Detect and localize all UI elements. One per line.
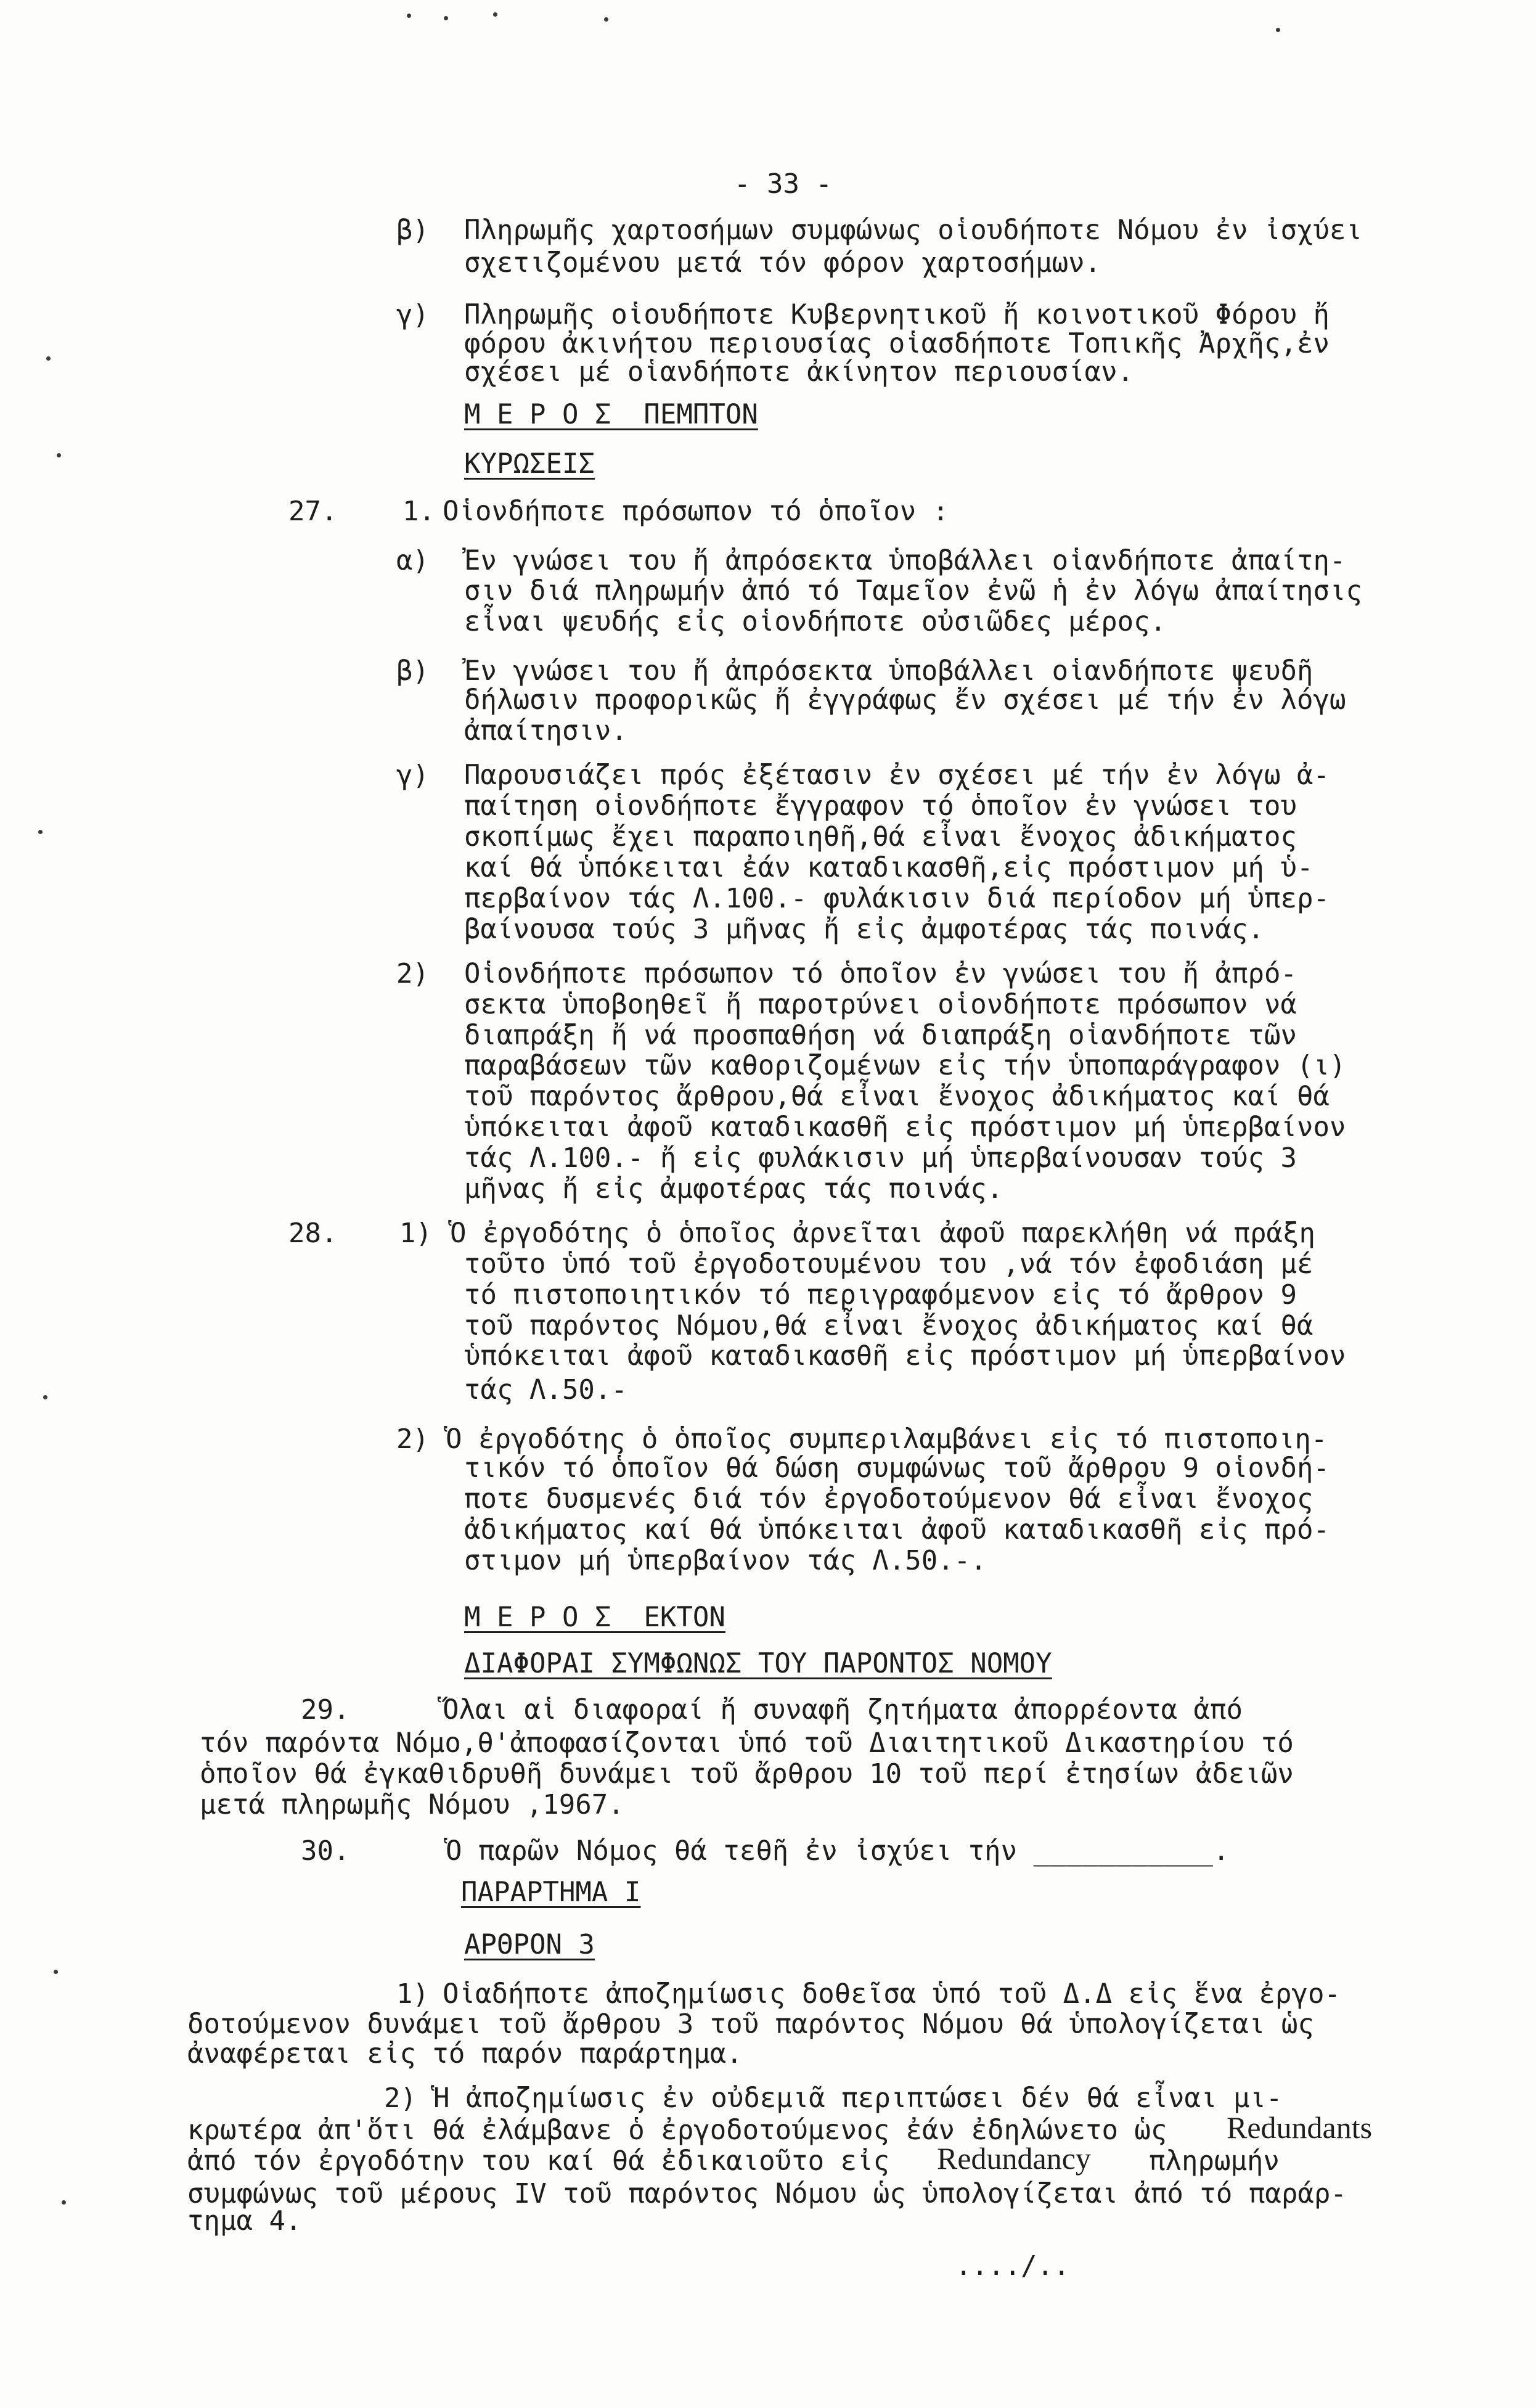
section-heading: ΚΥΡΩΣΕΙΣ — [464, 448, 595, 480]
text-line: Ἐν γνώσει του ἤ ἀπρόσεκτα ὑποβάλλει οἱανδήποτε ἀπαίτη- — [464, 545, 1346, 576]
text-line: εἶναι ψευδής εἰς οἱονδήποτε οὐσιῶδες μέρος. — [464, 606, 1167, 637]
text-line: Πληρωμῆς οἱουδήποτε Κυβερνητικοῦ ἤ κοινοτικοῦ Φόρου ἤ — [464, 299, 1330, 330]
text-line: καί θά ὑπόκειται ἐάν καταδικασθῆ,εἰς πρόστιμον μή ὑ- — [464, 852, 1313, 883]
clause-label: 2) — [384, 2082, 417, 2114]
text-line: ὑπόκειται ἀφοῦ καταδικασθῆ εἰς πρόστιμον μή ὑπερβαίνον — [464, 1112, 1346, 1143]
text-line: δήλωσιν προφορικῶς ἤ ἐγγράφως ἔν σχέσει μέ τήν ἐν λόγω — [464, 684, 1346, 716]
article-number: 28. — [288, 1218, 338, 1249]
clause-label: 1) — [399, 1218, 432, 1249]
text-line: τοῦ παρόντος ἄρθρου,θά εἶναι ἔνοχος ἀδικήματος καί θά — [464, 1081, 1330, 1112]
text-line: τάς Λ.100.- ἤ εἰς φυλάκισιν μή ὑπερβαίνουσαν τούς 3 — [464, 1142, 1297, 1174]
english-term: Redundancy — [937, 2141, 1091, 2176]
text-line: παραβάσεων τῶν καθοριζομένων εἰς τήν ὑποπαράγραφον (ι) — [464, 1050, 1346, 1081]
text-line: ἀπαίτησιν. — [464, 715, 627, 747]
text-line: Οἱονδήποτε πρόσωπον τό ὁποῖον : — [443, 496, 949, 527]
scan-speck — [54, 1970, 58, 1974]
text-line: ἀδικήματος καί θά ὑπόκειται ἀφοῦ καταδικασθῆ εἰς πρό- — [464, 1514, 1330, 1546]
text-line: βαίνουσα τούς 3 μῆνας ἤ εἰς ἀμφοτέρας τάς ποινάς. — [464, 914, 1265, 945]
text-line: τοῦ παρόντος Νόμου,θά εἶναι ἔνοχος ἀδικήματος καί θά — [464, 1310, 1313, 1341]
text-line: ἀπό τόν ἐργοδότην του καί θά ἐδικαιοῦτο εἰς — [187, 2145, 890, 2177]
text-line: Ὅλαι αἱ διαφοραί ἤ συναφῆ ζητήματα ἀπορρέοντα ἀπό — [443, 1694, 1243, 1726]
text-line: διαπράξη ἤ νά προσπαθήση νά διαπράξη οἱανδήποτε τῶν — [464, 1020, 1297, 1051]
clause-label: β) — [396, 655, 429, 687]
text-line: μῆνας ἤ εἰς ἀμφοτέρας τάς ποινάς. — [464, 1173, 1003, 1205]
annex-title: ΠΑΡΑΡΤΗΜΑ Ι — [461, 1877, 641, 1908]
scan-speck — [43, 1395, 47, 1399]
text-line: σκοπίμως ἔχει παραποιηθῆ,θά εἶναι ἔνοχος ἀδικήματος — [464, 821, 1297, 853]
text-line: Οἱονδήποτε πρόσωπον τό ὁποῖον ἐν γνώσει του ἤ ἀπρό- — [464, 958, 1297, 989]
article-number: 27. — [288, 496, 338, 527]
clause-label: γ) — [396, 299, 429, 330]
text-line: Πληρωμῆς χαρτοσήμων συμφώνως οἱουδήποτε Νόμου ἐν ἰσχύει — [464, 215, 1362, 246]
article-number: 29. — [301, 1694, 350, 1726]
clause-label: α) — [396, 545, 429, 576]
text-line: σιν διά πληρωμήν ἀπό τό Ταμεῖον ἐνῶ ἡ ἐν λόγω ἀπαίτησις — [464, 575, 1362, 607]
scan-speck — [38, 830, 43, 834]
text-line: τάς Λ.50.- — [464, 1374, 627, 1406]
part-heading: Μ Ε Ρ Ο Σ ΠΕΜΠΤΟΝ — [464, 399, 758, 430]
text-line: ποτε δυσμενές διά τόν ἐργοδοτούμενον θά εἶναι ἔνοχος — [464, 1483, 1313, 1515]
continuation-mark: ..../.. — [955, 2250, 1070, 2282]
text-line: σχετιζομένου μετά τόν φόρον χαρτοσήμων. — [464, 247, 1101, 279]
text-line: ὑπόκειται ἀφοῦ καταδικασθῆ εἰς πρόστιμον μή ὑπερβαίνον — [464, 1340, 1346, 1372]
scan-speck — [62, 2200, 66, 2205]
annex-article-heading: ΑΡΘΡΟΝ 3 — [464, 1929, 595, 1960]
page-number: - 33 - — [734, 168, 832, 200]
text-line: τοῦτο ὑπό τοῦ ἐργοδοτουμένου του ,νά τόν ἐφοδιάση μέ — [464, 1248, 1313, 1280]
text-line: παίτηση οἱονδήποτε ἔγγραφον τό ὁποῖον ἐν γνώσει του — [464, 790, 1297, 822]
text-line: Ὁ παρῶν Νόμος θά τεθῆ ἐν ἰσχύει τήν ___________. — [446, 1835, 1230, 1867]
text-line: τημα 4. — [187, 2205, 302, 2237]
text-line: Ἐν γνώσει του ἤ ἀπρόσεκτα ὑποβάλλει οἱανδήποτε ψευδῆ — [464, 655, 1313, 687]
scan-speck — [604, 17, 608, 22]
scan-speck — [493, 12, 497, 17]
part-heading: Μ Ε Ρ Ο Σ ΕΚΤΟΝ — [464, 1602, 725, 1633]
scan-speck — [57, 453, 61, 457]
text-line: ἀναφέρεται εἰς τό παρόν παράρτημα. — [187, 2038, 743, 2070]
text-line: Οἱαδήποτε ἀποζημίωσις δοθεῖσα ὑπό τοῦ Δ.Δ εἰς ἕνα ἐργο- — [443, 1978, 1341, 2010]
text-line: στιμον μή ὑπερβαίνον τάς Λ.50.-. — [464, 1545, 987, 1576]
text-line: ὁποῖον θά ἐγκαθιδρυθῆ δυνάμει τοῦ ἄρθρου 10 τοῦ περί ἐτησίων ἀδειῶν — [200, 1758, 1294, 1790]
text-line: πληρωμήν — [1149, 2145, 1280, 2177]
text-line: περβαίνον τάς Λ.100.- φυλάκισιν διά περίοδον μή ὑπερ- — [464, 883, 1330, 914]
text-line: τόν παρόντα Νόμο,θ'ἀποφασίζονται ὑπό τοῦ Διαιτητικοῦ Δικαστηρίου τό — [200, 1727, 1294, 1759]
text-line: φόρου ἀκινήτου περιουσίας οἱασδήποτε Τοπικῆς Ἀρχῆς,ἐν — [464, 328, 1330, 359]
text-line: δοτούμενον δυνάμει τοῦ ἄρθρου 3 τοῦ παρόντος Νόμου θά ὑπολογίζεται ὡς — [187, 2009, 1314, 2040]
scan-speck — [444, 16, 448, 20]
scan-speck — [407, 14, 411, 18]
clause-label: 2) — [396, 1423, 429, 1455]
clause-label: β) — [396, 215, 429, 246]
text-line: Ὁ ἐργοδότης ὁ ὁποῖος ἀρνεῖται ἀφοῦ παρεκλήθη νά πράξη — [450, 1218, 1315, 1249]
section-heading: ΔΙΑΦΟΡΑΙ ΣΥΜΦΩΝΩΣ ΤΟΥ ΠΑΡΟΝΤΟΣ ΝΟΜΟΥ — [464, 1648, 1052, 1679]
text-line: συμφώνως τοῦ μέρους IV τοῦ παρόντος Νόμου ὡς ὑπολογίζεται ἀπό τό παράρ- — [187, 2178, 1347, 2209]
english-term: Redundants — [1227, 2110, 1373, 2145]
clause-label: 1) — [396, 1978, 429, 2010]
text-line: Παρουσιάζει πρός ἐξέτασιν ἐν σχέσει μέ τήν ἐν λόγω ἀ- — [464, 760, 1330, 791]
clause-label: 2) — [396, 958, 429, 989]
text-line: μετά πληρωμῆς Νόμου ,1967. — [200, 1789, 624, 1820]
text-line: τικόν τό ὁποῖον θά δώση συμφώνως τοῦ ἄρθρου 9 οἱονδή- — [464, 1452, 1330, 1484]
scan-speck — [1276, 28, 1280, 32]
scan-speck — [46, 356, 51, 361]
text-line: κρωτέρα ἀπ'ὅτι θά ἐλάμβανε ὁ ἐργοδοτούμενος ἐάν ἐδηλώνετο ὡς — [187, 2115, 1167, 2146]
clause-label: γ) — [396, 760, 429, 791]
text-line: Ὁ ἐργοδότης ὁ ὁποῖος συμπεριλαμβάνει εἰς τό πιστοποιη- — [446, 1423, 1328, 1455]
text-line: τό πιστοποιητικόν τό περιγραφόμενον εἰς τό ἄρθρον 9 — [464, 1279, 1297, 1311]
article-number: 30. — [301, 1835, 350, 1867]
text-line: σεκτα ὑποβοηθεῖ ἤ παροτρύνει οἱονδήποτε πρόσωπον νά — [464, 989, 1297, 1020]
text-line: σχέσει μέ οἱανδήποτε ἀκίνητον περιουσίαν. — [464, 356, 1134, 388]
text-line: Ἡ ἀποζημίωσις ἐν οὐδεμιᾶ περιπτώσει δέν θά εἶναι μι- — [433, 2082, 1283, 2114]
clause-label: 1. — [402, 496, 435, 527]
